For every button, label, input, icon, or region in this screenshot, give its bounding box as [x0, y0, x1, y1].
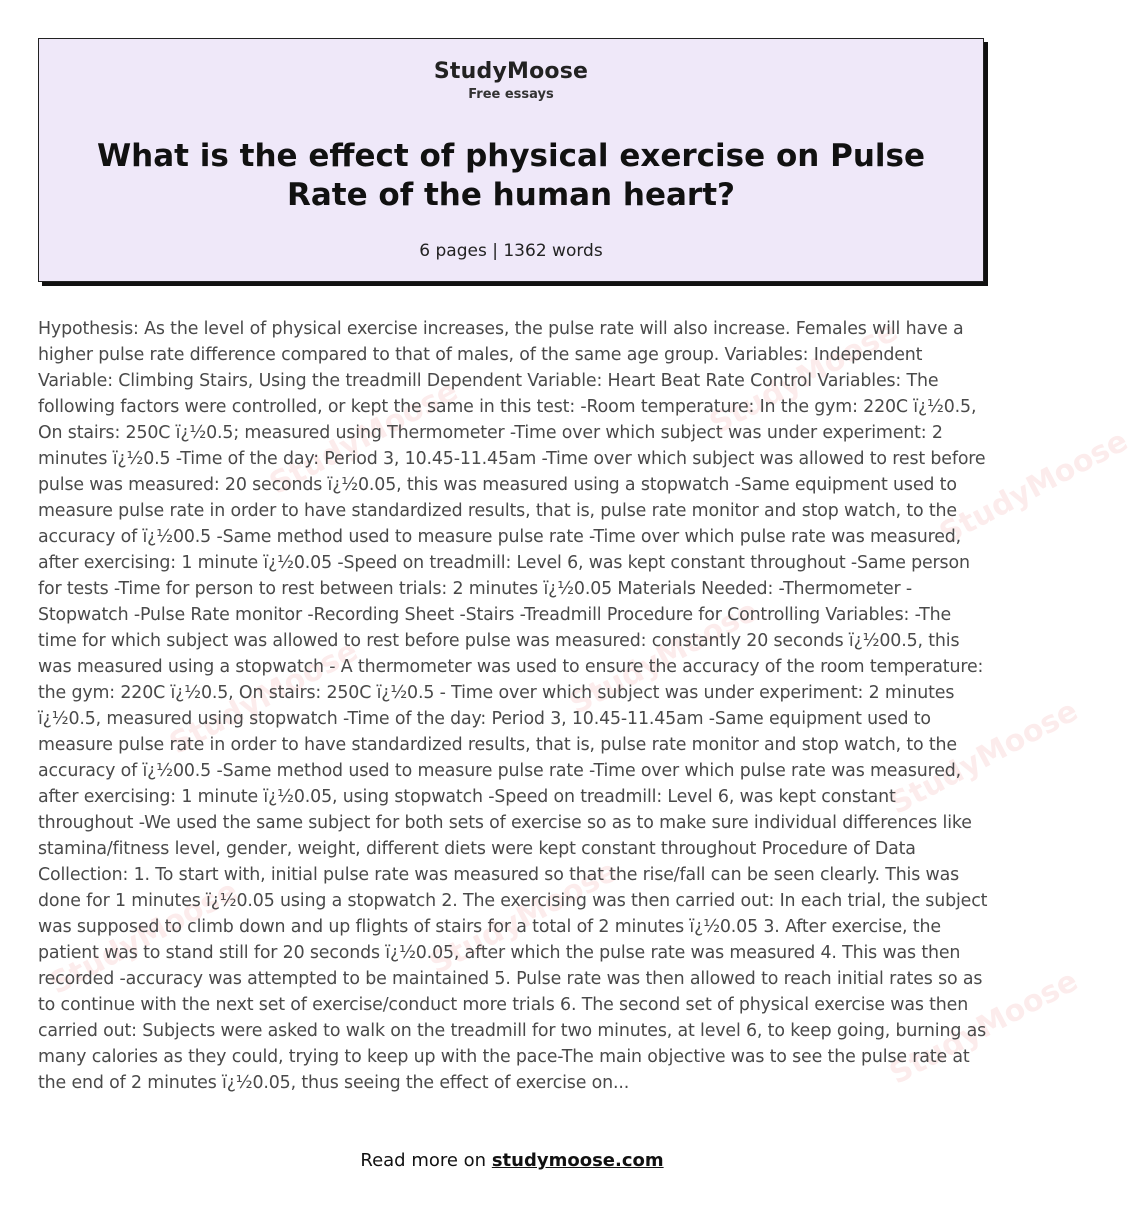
- watermark: StudyMoose: [883, 963, 1084, 1092]
- watermark: StudyMoose: [883, 693, 1084, 822]
- essay-body-text: Hypothesis: As the level of physical exercise increases, the pulse rate will also increase. Females will have a higher pulse rate difference compared to that of males, of the same age group. Variables: Independent Variable: Climbing Stairs, Using the treadmill Dependent Variable: Heart Beat Rate Control Variables: The following factors were controlled, or kept the same in this test: -Room temperature: In the gym: 220C ï¿½0.5, On stairs: 250C ï¿½0.5; measured using Thermometer -Time over which subject was under experiment: 2 minutes ï¿½0.5 -Time of the day: Period 3, 10.45-11.45am -Time over which subject was allowed to rest before pulse was measured: 20 seconds ï¿½0.05, this was measured using a stopwatch -Same equipment used to measure pulse rate in order to have standardized results, that is, pulse rate monitor and stop watch, to the accuracy of ï¿½00.5 -Same method used to measure pulse rate -Time over which pulse rate was measured, after exercising: 1 minute ï¿½0.05 -Speed on treadmill: Level 6, was kept constant throughout -Same person for tests -Time for person to rest between trials: 2 minutes ï¿½0.05 Materials Needed: -Thermometer -Stopwatch -Pulse Rate monitor -Recording Sheet -Stairs -Treadmill Procedure for Controlling Variables: -The time for which subject was allowed to rest before pulse was measured: constantly 20 seconds ï¿½00.5, this was measured using a stopwatch - A thermometer was used to ensure the accuracy of the room temperature: the gym: 220C ï¿½0.5, On stairs: 250C ï¿½0.5 - Time over which subject was under experiment: 2 minutes ï¿½0.5, measured using stopwatch -Time of the day: Period 3, 10.45-11.45am -Same equipment used to measure pulse rate in order to have standardized results, that is, pulse rate monitor and stop watch, to the accuracy of ï¿½00.5 -Same method used to measure pulse rate -Time over which pulse rate was measured, after exercising: 1 minute ï¿½0.05, using stopwatch -Speed on treadmill: Level 6, was kept constant throughout -We used the same subject for both sets of exercise so as to make sure individual differences like stamina/fitness level, gender, weight, different diets were kept constant throughout Procedure of Data Collection: 1. To start with, initial pulse rate was measured so that the rise/fall can be seen clearly. This was done for 1 minutes ï¿½0.05 using a stopwatch 2. The exercising was then carried out: In each trial, the subject was supposed to climb down and up flights of stairs for a total of 2 minutes ï¿½0.05 3. After exercise, the patient was to stand still for 20 seconds ï¿½0.05, after which the pulse rate was measured 4. This was then recorded -accuracy was attempted to be maintained 5. Pulse rate was then allowed to reach initial rates so as to continue with the next set of exercise/conduct more trials 6. The second set of physical exercise was then carried out: Subjects were asked to walk on the treadmill for two minutes, at level 6, to keep going, burning as many calories as they could, trying to keep up with the pace-The main objective was to see the pulse rate at the end of 2 minutes ï¿½0.05, thus seeing the effect of exercise on...: [38, 319, 988, 1093]
- watermark: StudyMoose: [933, 423, 1134, 552]
- watermark: StudyMoose: [163, 633, 364, 762]
- studymoose-link[interactable]: studymoose.com: [491, 1150, 664, 1171]
- brand-tagline: Free essays: [468, 87, 554, 102]
- essay-meta: 6 pages | 1362 words: [419, 241, 603, 261]
- brand-logo[interactable]: StudyMoose: [433, 59, 589, 84]
- watermark: StudyMoose: [263, 373, 464, 502]
- read-more-footer: [0, 1150, 1024, 1171]
- watermark: StudyMoose: [703, 313, 904, 442]
- essay-title: What is the effect of physical exercise on Pulse Rate of the human heart?: [96, 138, 925, 213]
- read-more-prefix: Read more on: [360, 1150, 492, 1171]
- essay-header-card: [38, 38, 984, 282]
- watermark: StudyMoose: [563, 593, 764, 722]
- watermark: StudyMoose: [423, 853, 624, 982]
- watermark: StudyMoose: [43, 873, 244, 1002]
